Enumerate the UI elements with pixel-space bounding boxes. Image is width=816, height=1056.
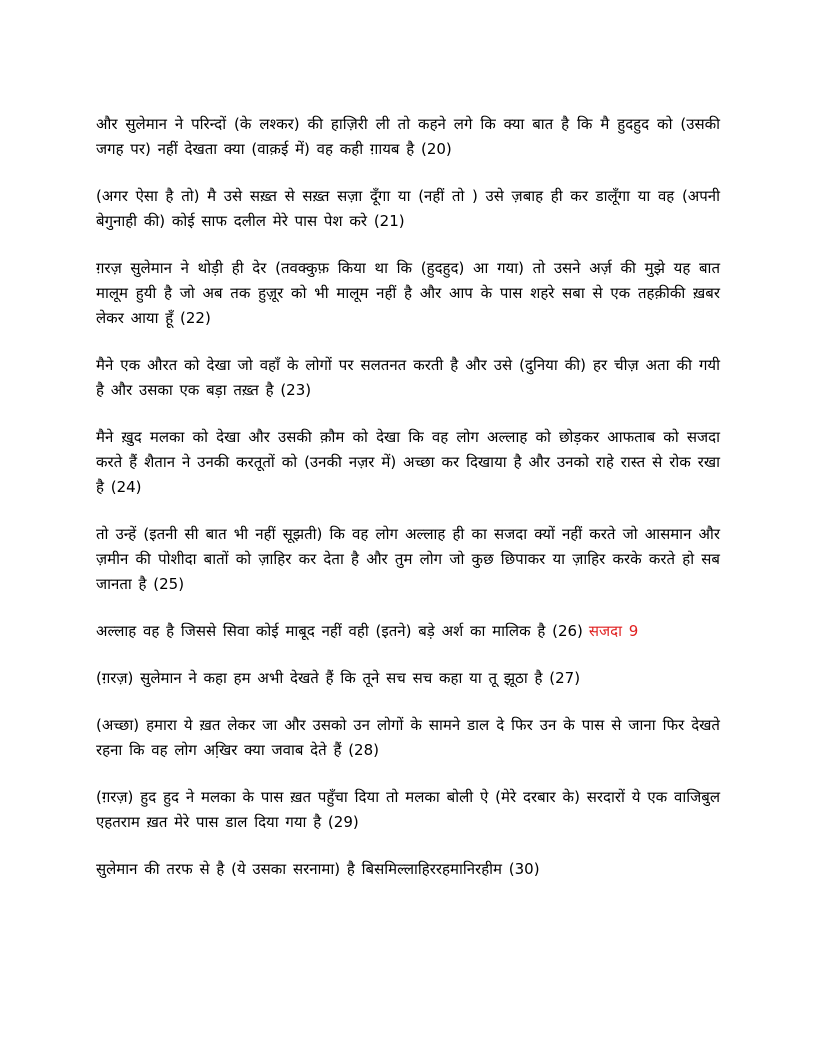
verse-20: [96, 112, 720, 162]
verse-text: मैने एक औरत को देखा जो वहाँ के लोगों पर सलतनत करती है और उसे (दुनिया की) हर चीज़ अता की गयी है और उसका एक बड़ा तख़्त है (23): [96, 356, 720, 399]
verse-29: [96, 785, 720, 835]
sajda-marker: सजदा 9: [588, 622, 639, 640]
verse-text: (ग़रज़) सुलेमान ने कहा हम अभी देखते हैं कि तूने सच सच कहा या तू झूठा है (27): [96, 669, 581, 687]
verse-text: अल्लाह वह है जिससे सिवा कोई माबूद नहीं वही (इतने) बड़े अर्श का मालिक है (26): [96, 622, 583, 640]
verse-23: [96, 353, 720, 403]
verse-28: [96, 713, 720, 763]
verse-text: (अच्छा) हमारा ये ख़त लेकर जा और उसको उन लोगों के सामने डाल दे फिर उन के पास से जाना फिर देखते रहना कि वह लोग अखि़र क्या जवाब देते हैं (28): [96, 716, 720, 759]
verse-22: [96, 256, 720, 331]
verse-26: [96, 619, 720, 644]
verse-text: (अगर ऐसा है तो) मै उसे सख़्त से सख़्त सज़ा दूँगा या (नहीं तो ) उसे ज़बाह ही कर डालूँगा या वह (अपनी बेगुनाही की) कोई साफ दलील मेरे पास पेश करे (21): [96, 187, 720, 230]
verse-24: [96, 425, 720, 500]
verse-21: [96, 184, 720, 234]
document-page: [96, 112, 720, 904]
verse-text: मैने ख़ुद मलका को देखा और उसकी क़ौम को देखा कि वह लोग अल्लाह को छोड़कर आफताब को सजदा करते हैं शैतान ने उनकी करतूतों को (उनकी नज़र में) अच्छा कर दिखाया है और उनको राहे रास्त से रोक रखा है (24): [96, 428, 720, 496]
verse-30: [96, 857, 720, 882]
verse-text: और सुलेमान ने परिन्दों (के लश्कर) की हाज़िरी ली तो कहने लगे कि क्या बात है कि मै हुदहुद को (उसकी जगह पर) नहीं देखता क्या (वाक़ई में) वह कही ग़ायब है (20): [96, 115, 720, 158]
verse-27: [96, 666, 720, 691]
verse-25: [96, 522, 720, 597]
verse-text: ग़रज़ सुलेमान ने थोड़ी ही देर (तवक्कुफ़ किया था कि (हुदहुद) आ गया) तो उसने अर्ज़ की मुझे यह बात मालूम हुयी है जो अब तक हुजू़र को भी मालूम नहीं है और आप के पास शहरे सबा से एक तहक़ीकी ख़बर लेकर आया हूँ (22): [96, 259, 720, 327]
verse-text: (ग़रज़) हुद हुद ने मलका के पास ख़त पहुँचा दिया तो मलका बोली ऐ (मेरे दरबार के) सरदारों ये एक वाजिबुल एहतराम ख़त मेरे पास डाल दिया गया है (29): [96, 788, 720, 831]
verse-text: सुलेमान की तरफ से है (ये उसका सरनामा) है बिसमिल्लाहिररहमानिरहीम (30): [96, 860, 540, 878]
verse-text: तो उन्हें (इतनी सी बात भी नहीं सूझती) कि वह लोग अल्लाह ही का सजदा क्यों नहीं करते जो आसमान और ज़मीन की पोशीदा बातों को ज़ाहिर कर देता है और तुम लोग जो कुछ छिपाकर या ज़ाहिर करके करते हो सब जानता है (25): [96, 525, 720, 593]
